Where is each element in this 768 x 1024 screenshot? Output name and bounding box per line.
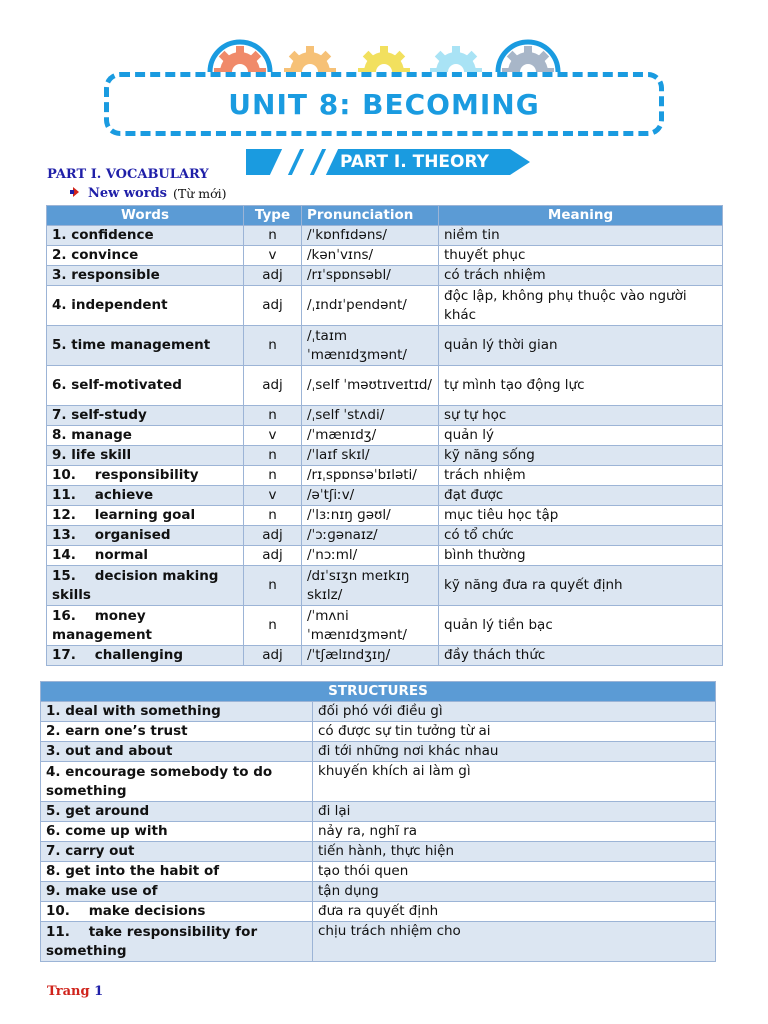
table-row (41, 822, 716, 842)
structure-meaning: đối phó với điều gì (313, 702, 716, 722)
meaning-cell: có tổ chức (439, 526, 723, 546)
word-cell: 1. confidence (47, 226, 244, 246)
meaning-cell: đầy thách thức (439, 646, 723, 666)
word-cell: 8. manage (47, 426, 244, 446)
type-cell: n (244, 226, 302, 246)
word-cell: 2. convince (47, 246, 244, 266)
table-row (47, 646, 723, 666)
new-words-note: (Từ mới) (173, 186, 227, 201)
table-row (41, 882, 716, 902)
structure-phrase: 10. make decisions (41, 902, 313, 922)
type-cell: n (244, 466, 302, 486)
unit-title-box (104, 72, 664, 136)
table-row (47, 266, 723, 286)
type-cell: adj (244, 266, 302, 286)
type-cell: adj (244, 526, 302, 546)
word-cell: 4. independent (47, 286, 244, 326)
type-cell: n (244, 506, 302, 526)
word-cell: 7. self-study (47, 406, 244, 426)
word-cell: 13. organised (47, 526, 244, 546)
table-row (47, 226, 723, 246)
footer-label: Trang (47, 984, 90, 999)
arrow-bullet-icon (70, 186, 82, 201)
word-cell: 16. money management (47, 606, 244, 646)
structure-meaning: đi lại (313, 802, 716, 822)
structure-meaning: tận dụng (313, 882, 716, 902)
meaning-cell: kỹ năng đưa ra quyết định (439, 566, 723, 606)
table-row (47, 606, 723, 646)
type-cell: adj (244, 286, 302, 326)
meaning-cell: sự tự học (439, 406, 723, 426)
structure-phrase: 1. deal with something (41, 702, 313, 722)
new-words-label: New words (88, 186, 167, 201)
table-row (41, 802, 716, 822)
table-row (41, 742, 716, 762)
theory-banner-label: PART I. THEORY (340, 152, 489, 172)
word-cell: 3. responsible (47, 266, 244, 286)
table-row (47, 486, 723, 506)
header-pronunciation: Pronunciation (302, 206, 439, 226)
vocabulary-heading: PART I. VOCABULARY (47, 167, 209, 182)
table-row (41, 902, 716, 922)
pronunciation-cell: /rɪˌspɒnsəˈbɪləti/ (302, 466, 439, 486)
meaning-cell: mục tiêu học tập (439, 506, 723, 526)
structure-phrase: 3. out and about (41, 742, 313, 762)
table-row (47, 566, 723, 606)
meaning-cell: độc lập, không phụ thuộc vào người khác (439, 286, 723, 326)
table-row (41, 762, 716, 802)
type-cell: adj (244, 366, 302, 406)
type-cell: v (244, 486, 302, 506)
structure-meaning: nảy ra, nghĩ ra (313, 822, 716, 842)
table-row (47, 246, 723, 266)
table-row (47, 426, 723, 446)
type-cell: n (244, 406, 302, 426)
pronunciation-cell: /ˈlɜːnɪŋ ɡəʊl/ (302, 506, 439, 526)
type-cell: adj (244, 546, 302, 566)
meaning-cell: quản lý (439, 426, 723, 446)
structure-phrase: 7. carry out (41, 842, 313, 862)
pronunciation-cell: /ˌself ˈstʌdi/ (302, 406, 439, 426)
pronunciation-cell: /ˈkɒnfɪdəns/ (302, 226, 439, 246)
pronunciation-cell: /ˈtʃælɪndʒɪŋ/ (302, 646, 439, 666)
header-words: Words (47, 206, 244, 226)
table-row (47, 406, 723, 426)
meaning-cell: tự mình tạo động lực (439, 366, 723, 406)
pronunciation-cell: /ˌself ˈməʊtɪveɪtɪd/ (302, 366, 439, 406)
vocabulary-table (46, 205, 723, 666)
table-row (47, 286, 723, 326)
table-row (47, 466, 723, 486)
word-cell: 9. life skill (47, 446, 244, 466)
structure-phrase: 2. earn one’s trust (41, 722, 313, 742)
word-cell: 15. decision making skills (47, 566, 244, 606)
type-cell: v (244, 426, 302, 446)
table-row (41, 702, 716, 722)
table-row (41, 842, 716, 862)
meaning-cell: đạt được (439, 486, 723, 506)
meaning-cell: niềm tin (439, 226, 723, 246)
page-footer (47, 984, 103, 999)
word-cell: 5. time management (47, 326, 244, 366)
structures-table (40, 681, 716, 962)
table-row (41, 922, 716, 962)
pronunciation-cell: /ˌɪndɪˈpendənt/ (302, 286, 439, 326)
table-row (47, 546, 723, 566)
table-row (47, 506, 723, 526)
structure-meaning: tiến hành, thực hiện (313, 842, 716, 862)
structure-phrase: 5. get around (41, 802, 313, 822)
pronunciation-cell: /rɪˈspɒnsəbl/ (302, 266, 439, 286)
pronunciation-cell: /ˈɔːɡənaɪz/ (302, 526, 439, 546)
structure-phrase: 11. take responsibility for something (41, 922, 313, 962)
meaning-cell: trách nhiệm (439, 466, 723, 486)
word-cell: 11. achieve (47, 486, 244, 506)
structure-meaning: đi tới những nơi khác nhau (313, 742, 716, 762)
structure-phrase: 4. encourage somebody to do something (41, 762, 313, 802)
type-cell: n (244, 446, 302, 466)
pronunciation-cell: /ˈnɔːml/ (302, 546, 439, 566)
word-cell: 12. learning goal (47, 506, 244, 526)
type-cell: adj (244, 646, 302, 666)
word-cell: 14. normal (47, 546, 244, 566)
structure-meaning: tạo thói quen (313, 862, 716, 882)
meaning-cell: kỹ năng sống (439, 446, 723, 466)
header-type: Type (244, 206, 302, 226)
pronunciation-cell: /ˈmænɪdʒ/ (302, 426, 439, 446)
table-row (47, 446, 723, 466)
meaning-cell: thuyết phục (439, 246, 723, 266)
meaning-cell: quản lý thời gian (439, 326, 723, 366)
structure-meaning: khuyến khích ai làm gì (313, 762, 716, 802)
word-cell: 17. challenging (47, 646, 244, 666)
table-row (41, 862, 716, 882)
meaning-cell: có trách nhiệm (439, 266, 723, 286)
pronunciation-cell: /kənˈvɪns/ (302, 246, 439, 266)
type-cell: v (244, 246, 302, 266)
structure-phrase: 6. come up with (41, 822, 313, 842)
table-row (47, 526, 723, 546)
pronunciation-cell: /ˈmʌni ˈmænɪdʒmənt/ (302, 606, 439, 646)
meaning-cell: quản lý tiền bạc (439, 606, 723, 646)
pronunciation-cell: /əˈtʃiːv/ (302, 486, 439, 506)
type-cell: n (244, 326, 302, 366)
word-cell: 6. self-motivated (47, 366, 244, 406)
table-row (41, 722, 716, 742)
structures-header: STRUCTURES (41, 682, 716, 702)
table-row (47, 326, 723, 366)
header-meaning: Meaning (439, 206, 723, 226)
meaning-cell: bình thường (439, 546, 723, 566)
pronunciation-cell: /dɪˈsɪʒn meɪkɪŋ skɪlz/ (302, 566, 439, 606)
structure-meaning: đưa ra quyết định (313, 902, 716, 922)
structure-meaning: chịu trách nhiệm cho (313, 922, 716, 962)
table-row (47, 366, 723, 406)
structure-meaning: có được sự tin tưởng từ ai (313, 722, 716, 742)
type-cell: n (244, 606, 302, 646)
pronunciation-cell: /ˌtaɪm ˈmænɪdʒmənt/ (302, 326, 439, 366)
new-words-line (70, 186, 227, 201)
structure-phrase: 9. make use of (41, 882, 313, 902)
pronunciation-cell: /ˈlaɪf skɪl/ (302, 446, 439, 466)
page-number: 1 (94, 984, 104, 999)
structure-phrase: 8. get into the habit of (41, 862, 313, 882)
unit-title: UNIT 8: BECOMING (228, 87, 540, 121)
word-cell: 10. responsibility (47, 466, 244, 486)
type-cell: n (244, 566, 302, 606)
